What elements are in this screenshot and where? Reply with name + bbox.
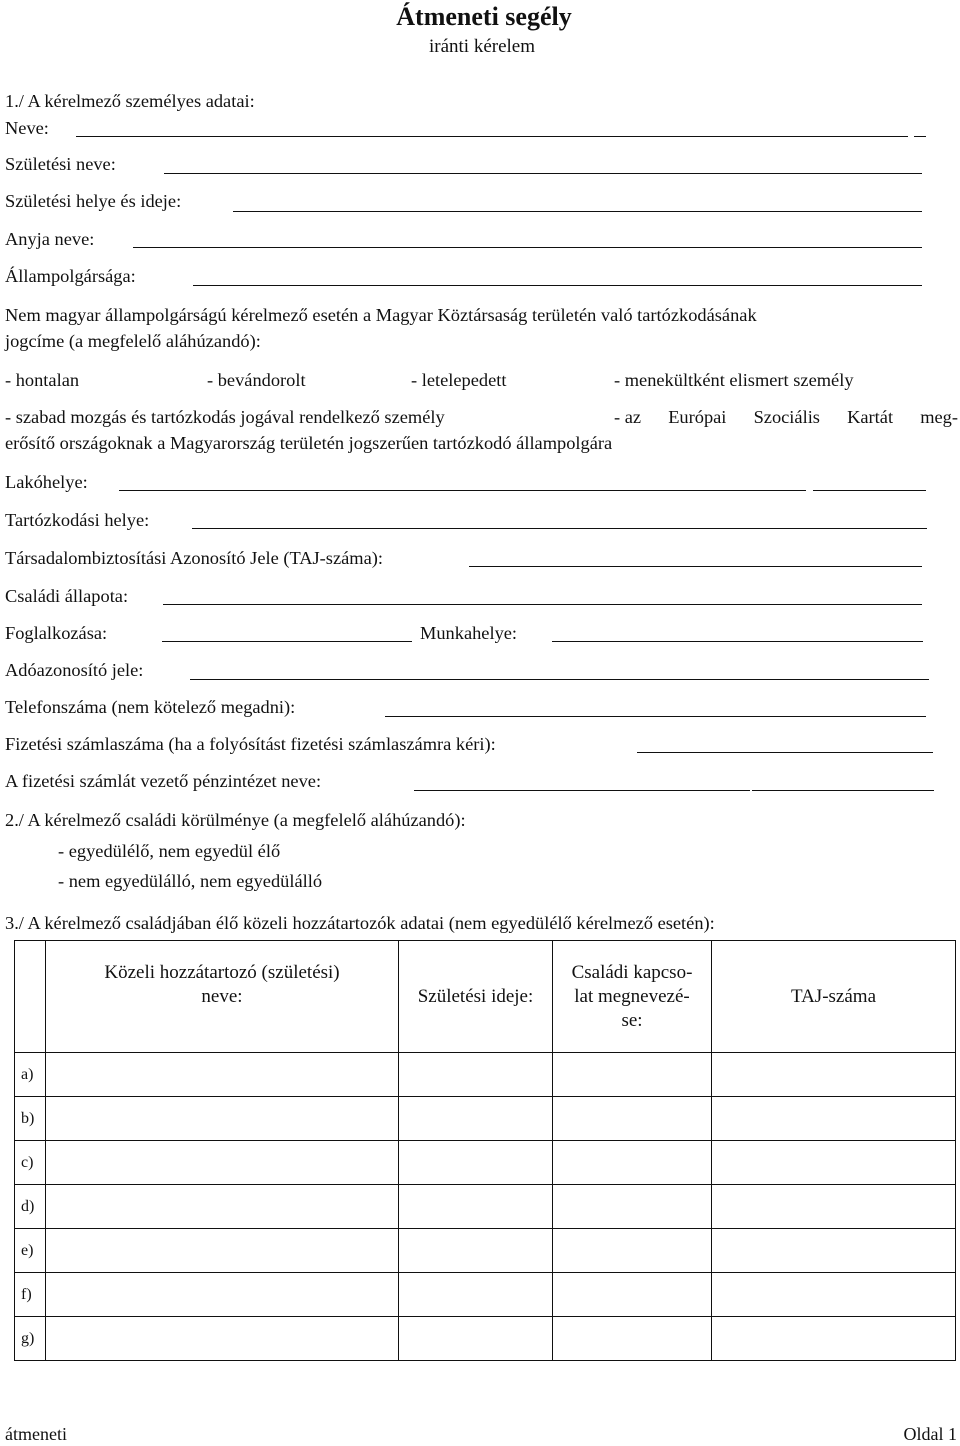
- residence-label: Lakóhelye:: [5, 472, 88, 492]
- table-row: [15, 1141, 956, 1185]
- header-relation-line: se:: [621, 1009, 643, 1031]
- birth-place-date-label: Születési helye és ideje:: [5, 191, 182, 211]
- relative-relation-cell[interactable]: [553, 1141, 712, 1185]
- status-option-free-movement[interactable]: - szabad mozgás és tartózkodás jogával rendelkező személy: [5, 407, 445, 427]
- table-row: [15, 1053, 956, 1097]
- relative-taj-cell[interactable]: [712, 1317, 956, 1361]
- relative-relation-cell[interactable]: [553, 1273, 712, 1317]
- birth-name-label: Születési neve:: [5, 154, 116, 174]
- header-name-line: neve:: [201, 986, 243, 1007]
- bank-account-label: Fizetési számlaszáma (ha a folyósítást fizetési számlaszámra kéri):: [5, 734, 496, 754]
- header-relation-line: lat megnevezé-: [574, 985, 690, 1007]
- status-option-refugee[interactable]: - menekültként elismert személy: [614, 370, 854, 390]
- table-row: [15, 1273, 956, 1317]
- taj-label: Társadalombiztosítási Azonosító Jele (TAJ-száma):: [5, 548, 383, 568]
- section-3-heading: 3./ A kérelmező családjában élő közeli hozzátartozók adatai (nem egyedülélő kérelmező esetén):: [5, 913, 715, 933]
- mother-name-field[interactable]: [133, 247, 922, 248]
- relative-birth-date-cell[interactable]: [399, 1229, 553, 1273]
- relative-relation-cell[interactable]: [553, 1229, 712, 1273]
- phone-field[interactable]: [385, 716, 926, 717]
- occupation-label: Foglalkozása:: [5, 623, 108, 643]
- relative-taj-cell[interactable]: [712, 1053, 956, 1097]
- relative-taj-cell[interactable]: [712, 1185, 956, 1229]
- bank-name-field[interactable]: [414, 790, 750, 791]
- household-option-alone[interactable]: - egyedülélő, nem egyedül élő: [58, 841, 281, 861]
- row-label: e): [15, 1229, 46, 1273]
- footer-doc-name: átmeneti: [5, 1424, 67, 1444]
- name-label: Neve:: [5, 118, 49, 138]
- residence-field[interactable]: [119, 490, 806, 491]
- status-option-immigrant[interactable]: - bevándorolt: [207, 370, 306, 390]
- status-option-stateless[interactable]: - hontalan: [5, 370, 80, 390]
- header-name-line: Közeli hozzátartozó (születési): [104, 962, 340, 983]
- bank-name-field-extra[interactable]: [752, 790, 934, 791]
- tax-id-field[interactable]: [190, 679, 929, 680]
- relative-taj-cell[interactable]: [712, 1229, 956, 1273]
- footer-page-number: Oldal 1: [903, 1424, 957, 1444]
- relative-taj-cell[interactable]: [712, 1273, 956, 1317]
- row-label: c): [15, 1141, 46, 1185]
- row-label: d): [15, 1185, 46, 1229]
- household-option-not-single[interactable]: - nem egyedülálló, nem egyedülálló: [58, 871, 323, 891]
- status-option-esc-line2: erősítő országoknak a Magyarország területén jogszerűen tartózkodó állampolgára: [5, 433, 613, 453]
- birth-place-date-field[interactable]: [233, 211, 922, 212]
- relative-birth-date-cell[interactable]: [399, 1053, 553, 1097]
- relative-name-cell[interactable]: [46, 1141, 399, 1185]
- relative-name-cell[interactable]: [46, 1229, 399, 1273]
- row-label: a): [15, 1053, 46, 1097]
- relative-name-cell[interactable]: [46, 1317, 399, 1361]
- section-2-heading: 2./ A kérelmező családi körülménye (a megfelelő aláhúzandó):: [5, 810, 466, 830]
- section-1-heading: 1./ A kérelmező személyes adatai:: [5, 91, 255, 111]
- relative-name-cell[interactable]: [46, 1053, 399, 1097]
- name-field[interactable]: [76, 136, 908, 137]
- row-label: b): [15, 1097, 46, 1141]
- foreign-status-note-line1: Nem magyar állampolgárságú kérelmező esetén a Magyar Köztársaság területén való tartózkodásának: [5, 305, 757, 325]
- table-row: [15, 1317, 956, 1361]
- stay-place-field[interactable]: [192, 528, 927, 529]
- relative-relation-cell[interactable]: [553, 1185, 712, 1229]
- form-title: Átmeneti segély: [396, 2, 572, 31]
- relative-birth-date-cell[interactable]: [399, 1273, 553, 1317]
- relative-relation-cell[interactable]: [553, 1097, 712, 1141]
- relative-name-cell[interactable]: [46, 1273, 399, 1317]
- relative-birth-date-cell[interactable]: [399, 1317, 553, 1361]
- citizenship-label: Állampolgársága:: [5, 266, 136, 286]
- relative-taj-cell[interactable]: [712, 1097, 956, 1141]
- relative-relation-cell[interactable]: [553, 1053, 712, 1097]
- row-label: g): [15, 1317, 46, 1361]
- workplace-label: Munkahelye:: [420, 623, 518, 643]
- relative-birth-date-cell[interactable]: [399, 1185, 553, 1229]
- citizenship-field[interactable]: [193, 285, 922, 286]
- table-header-name: [46, 941, 399, 1053]
- status-option-settled[interactable]: - letelepedett: [411, 370, 507, 390]
- relative-birth-date-cell[interactable]: [399, 1097, 553, 1141]
- taj-field[interactable]: [469, 566, 922, 567]
- table-header-taj: TAJ-száma: [712, 941, 956, 1053]
- relative-relation-cell[interactable]: [553, 1317, 712, 1361]
- esc-word: Európai: [668, 407, 727, 427]
- table-header-index: [15, 941, 46, 1053]
- table-header-birth-date: Születési ideje:: [399, 941, 553, 1053]
- marital-status-label: Családi állapota:: [5, 586, 129, 606]
- relative-birth-date-cell[interactable]: [399, 1141, 553, 1185]
- tax-id-label: Adóazonosító jele:: [5, 660, 144, 680]
- marital-status-field[interactable]: [163, 604, 922, 605]
- bank-name-label: A fizetési számlát vezető pénzintézet neve:: [5, 771, 322, 791]
- table-row: [15, 1097, 956, 1141]
- birth-name-field[interactable]: [164, 173, 922, 174]
- table-row: [15, 1229, 956, 1273]
- status-option-esc-line1[interactable]: [614, 407, 958, 428]
- relative-name-cell[interactable]: [46, 1097, 399, 1141]
- header-relation-line: Családi kapcso-: [571, 961, 693, 983]
- relatives-table: [14, 940, 956, 1361]
- esc-word: Kartát: [847, 407, 894, 427]
- esc-word: meg-: [920, 407, 958, 427]
- phone-label: Telefonszáma (nem kötelező megadni):: [5, 697, 296, 717]
- stay-place-label: Tartózkodási helye:: [5, 510, 150, 530]
- esc-word: - az: [614, 407, 642, 427]
- foreign-status-note-line2: jogcíme (a megfelelő aláhúzandó):: [5, 331, 261, 351]
- relative-taj-cell[interactable]: [712, 1141, 956, 1185]
- workplace-field[interactable]: [552, 641, 923, 642]
- residence-field-extra[interactable]: [813, 490, 926, 491]
- table-header-relation: [553, 941, 712, 1053]
- table-row: [15, 1185, 956, 1229]
- row-label: f): [15, 1273, 46, 1317]
- esc-word: Szociális: [753, 407, 820, 427]
- name-field-tail: [914, 136, 926, 137]
- mother-name-label: Anyja neve:: [5, 229, 95, 249]
- relative-name-cell[interactable]: [46, 1185, 399, 1229]
- occupation-field[interactable]: [162, 641, 412, 642]
- form-subtitle: iránti kérelem: [428, 36, 536, 57]
- bank-account-field[interactable]: [637, 752, 933, 753]
- table-header-row: [15, 941, 956, 1053]
